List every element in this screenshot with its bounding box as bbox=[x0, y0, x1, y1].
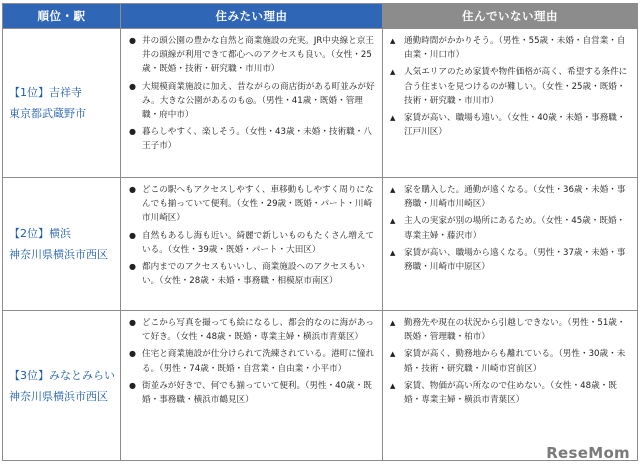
table-row bbox=[3, 29, 638, 178]
like-reasons-list bbox=[127, 183, 378, 288]
list-item: ▲ 人気エリアのため家賃や物件価格が高く、希望する条件に合う住まいを見つけるのが難しい。（女性・25歳・既婚・技術・研究職・市川市） bbox=[390, 67, 628, 106]
black-circle-icon: ● bbox=[129, 349, 136, 359]
black-circle-icon: ● bbox=[129, 262, 136, 272]
location-label: 神奈川県横浜市西区 bbox=[9, 389, 108, 403]
black-triangle-icon: ▲ bbox=[390, 114, 396, 123]
black-circle-icon: ● bbox=[129, 36, 136, 45]
list-item: ▲ 主人の実家が別の場所にあるため。（女性・45歳・既婚・専業主婦・藤沢市） bbox=[390, 216, 626, 241]
location-label: 東京都武蔵野市 bbox=[9, 107, 86, 120]
black-triangle-icon: ▲ bbox=[390, 217, 396, 226]
like-reasons-cell bbox=[121, 29, 383, 178]
rank-cell bbox=[3, 178, 121, 311]
black-circle-icon: ● bbox=[129, 230, 136, 240]
list-item: ● 自然もあるし海も近い。綺麗で新しいものもたくさん増えている。（女性・39歳・既婚・パート・大田区） bbox=[129, 230, 375, 255]
rank-label: 【2位】横浜 bbox=[9, 227, 71, 240]
header-dislike-reasons: 住んでいない理由 bbox=[383, 4, 638, 29]
list-item: ● 大規模商業施設に加え、昔ながらの商店街がある町並みが好み。大きな公園があるのも◎。（男性・41歳・既婚・管理職・府中市） bbox=[129, 81, 375, 121]
location-label: 神奈川県横浜市西区 bbox=[9, 248, 108, 261]
list-item: ▲ 勤務先や現在の状況から引越しできない。（男性・51歳・既婚・管理職・柏市） bbox=[390, 318, 626, 343]
list-item: ● どこの駅へもアクセスしやすく、車移動もしやすく周りになんでも揃っていて便利。（女性・29歳・既婚・パート・川崎市川崎区） bbox=[129, 185, 374, 224]
black-triangle-icon: ▲ bbox=[390, 186, 396, 194]
black-circle-icon: ● bbox=[129, 318, 136, 327]
black-triangle-icon: ▲ bbox=[390, 319, 396, 327]
list-item: ▲ 家を購入した。通勤が遠くなる。（女性・36歳・未婚・事務職・川崎市川崎区） bbox=[390, 185, 626, 210]
black-circle-icon: ● bbox=[129, 81, 136, 91]
table-row bbox=[3, 311, 638, 461]
list-item: ● 暮らしやすく、楽しそう。（女性・43歳・未婚・技術職・八王子市） bbox=[129, 127, 372, 152]
list-item: ▲ 家賃が高い、職場から遠くなる。（男性・37歳・未婚・事務職・川崎市中原区） bbox=[390, 247, 626, 273]
header-row bbox=[3, 4, 638, 29]
like-reasons-cell bbox=[121, 311, 383, 461]
dislike-reasons-cell bbox=[383, 311, 638, 461]
rank-label: 【1位】吉祥寺 bbox=[9, 86, 82, 99]
black-triangle-icon: ▲ bbox=[390, 248, 396, 257]
dislike-reasons-cell bbox=[383, 178, 638, 311]
like-reasons-cell bbox=[121, 178, 383, 311]
rank-label: 【3位】みなとみらい bbox=[9, 368, 115, 382]
like-reasons-list bbox=[127, 34, 378, 154]
rank-cell bbox=[3, 311, 121, 461]
list-item: ▲ 家賃が高く、勤務地からも離れている。（男性・30歳・未婚・技術・研究職・川崎市宮前区） bbox=[390, 349, 626, 374]
black-circle-icon: ● bbox=[129, 127, 136, 137]
list-item: ● 都内までのアクセスもいいし、商業施設へのアクセスもいい。（女性・28歳・未婚・事務職・相模原市南区） bbox=[129, 262, 365, 287]
dislike-reasons-list bbox=[389, 316, 633, 407]
list-item: ● 街並みが好きで、何でも揃っていて便利。（男性・40歳・既婚・事務職・横浜市鶴見区） bbox=[129, 380, 372, 406]
header-rank: 順位・駅 bbox=[3, 4, 121, 29]
list-item: ● どこから写真を撮っても絵になるし、都会的なのに海があって好き。（女性・48歳・既婚・専業主婦・横浜市青葉区） bbox=[129, 318, 374, 343]
list-item: ▲ 通勤時間がかかりそう。（男性・55歳・未婚・自営業・自由業・川口市） bbox=[390, 36, 626, 61]
resemom-watermark: ReseMom bbox=[546, 444, 630, 462]
list-item: ▲ 家賃が高い、職場も遠い。（女性・40歳・未婚・事務職・江戸川区） bbox=[390, 113, 626, 138]
black-triangle-icon: ▲ bbox=[390, 37, 396, 45]
dislike-reasons-list bbox=[389, 183, 633, 274]
black-triangle-icon: ▲ bbox=[390, 68, 396, 77]
list-item: ● 住宅と商業施設が仕分けられて洗練されている。港町に憧れる。（男性・74歳・既婚・自営業・自由業・小平市） bbox=[129, 349, 375, 374]
black-circle-icon: ● bbox=[129, 380, 136, 390]
list-item: ▲ 家賃、物価が高い所なので住めない。（女性・48歳・既婚・専業主婦・横浜市青葉区） bbox=[390, 380, 617, 406]
list-item: ● 井の頭公園の豊かな自然と商業施設の充実。JR中央線と京王井の頭線が利用できて都心へのアクセスも良い。（女性・25歳・既婚・技術・研究職・市川市） bbox=[129, 36, 374, 75]
dislike-reasons-cell bbox=[383, 29, 638, 178]
table-row bbox=[3, 178, 638, 311]
ranking-table bbox=[2, 3, 638, 461]
black-triangle-icon: ▲ bbox=[390, 381, 396, 390]
rank-cell bbox=[3, 29, 121, 178]
header-like-reasons: 住みたい理由 bbox=[121, 4, 383, 29]
black-triangle-icon: ▲ bbox=[390, 350, 396, 359]
black-circle-icon: ● bbox=[129, 185, 136, 194]
dislike-reasons-list bbox=[389, 34, 633, 139]
like-reasons-list bbox=[127, 316, 378, 407]
